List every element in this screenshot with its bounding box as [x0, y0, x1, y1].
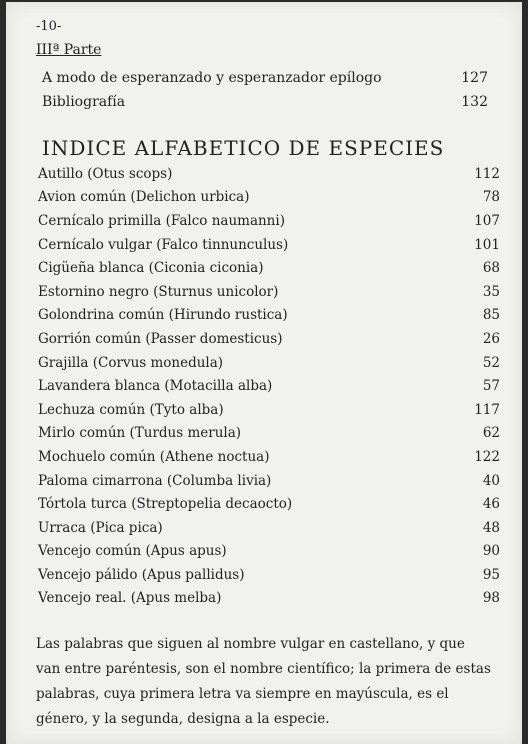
species-page: 90 [482, 543, 500, 560]
species-page: 98 [482, 590, 500, 607]
species-entry [38, 445, 500, 469]
toc-entry [42, 94, 488, 110]
species-name: Vencejo común (Apus apus) [38, 543, 227, 560]
toc-entry [42, 70, 488, 86]
species-page: 112 [474, 165, 500, 182]
species-name: Gorrión común (Passer domesticus) [38, 330, 283, 347]
footnote: Las palabras que siguen al nombre vulgar en castellano, y que van entre paréntesis, son el nombre científico; la primera de estas palabras, cuya primera letra va siempre en mayúscula, es el género, y la segunda, designa a la especie. [36, 636, 491, 727]
species-name: Mochuelo común (Athene noctua) [38, 448, 270, 465]
species-page: 85 [482, 307, 500, 324]
species-name: Tórtola turca (Streptopelia decaocto) [38, 496, 293, 513]
species-entry [38, 186, 500, 210]
species-name: Estornino negro (Sturnus unicolor) [38, 283, 279, 300]
species-entry [38, 280, 500, 304]
page-number: -10- [36, 19, 62, 34]
species-page: 52 [482, 354, 500, 371]
toc-entry-page: 132 [461, 94, 488, 110]
species-page: 62 [482, 425, 500, 442]
species-name: Urraca (Pica pica) [38, 519, 163, 536]
species-entry [38, 351, 500, 375]
species-page: 101 [474, 236, 500, 253]
species-entry [38, 374, 500, 398]
species-entry [38, 327, 500, 351]
species-name: Autillo (Otus scops) [38, 165, 173, 182]
species-name: Paloma cimarrona (Columba livia) [38, 472, 272, 489]
species-page: 40 [482, 472, 500, 489]
species-entry [38, 587, 500, 611]
species-entry [38, 209, 500, 233]
toc-entry-title: Bibliografía [42, 94, 126, 110]
notebook-page [6, 2, 522, 744]
species-entry [38, 516, 500, 540]
species-page: 95 [482, 566, 500, 583]
species-name: Cernícalo primilla (Falco naumanni) [38, 212, 285, 229]
species-entry [38, 256, 500, 280]
species-entry [38, 162, 500, 186]
species-index-list [38, 162, 500, 610]
species-name: Lechuza común (Tyto alba) [38, 401, 224, 418]
species-page: 78 [482, 189, 500, 206]
species-entry [38, 469, 500, 493]
species-name: Grajilla (Corvus monedula) [38, 354, 224, 371]
species-name: Cernícalo vulgar (Falco tinnunculus) [38, 236, 289, 253]
species-name: Mirlo común (Turdus merula) [38, 425, 242, 442]
species-entry [38, 540, 500, 564]
species-entry [38, 422, 500, 446]
species-name: Cigüeña blanca (Ciconia ciconia) [38, 260, 264, 277]
species-entry [38, 563, 500, 587]
species-name: Vencejo real. (Apus melba) [38, 590, 222, 607]
species-page: 26 [482, 330, 500, 347]
index-heading: INDICE ALFABETICO DE ESPECIES [42, 136, 445, 160]
toc-entry-page: 127 [461, 70, 488, 86]
species-entry [38, 233, 500, 257]
part-title: IIIª Parte [36, 42, 102, 58]
species-entry [38, 398, 500, 422]
species-page: 122 [474, 448, 500, 465]
species-entry [38, 304, 500, 328]
species-page: 48 [482, 519, 500, 536]
species-page: 46 [482, 496, 500, 513]
species-page: 68 [482, 260, 500, 277]
species-entry [38, 492, 500, 516]
species-page: 117 [474, 401, 500, 418]
species-name: Vencejo pálido (Apus pallidus) [38, 566, 245, 583]
toc-entry-title: A modo de esperanzado y esperanzador epílogo [42, 70, 382, 86]
species-name: Golondrina común (Hirundo rustica) [38, 307, 288, 324]
species-page: 107 [474, 212, 500, 229]
species-name: Avion común (Delichon urbica) [38, 189, 250, 206]
species-page: 35 [482, 283, 500, 300]
species-page: 57 [482, 378, 500, 395]
species-name: Lavandera blanca (Motacilla alba) [38, 378, 273, 395]
